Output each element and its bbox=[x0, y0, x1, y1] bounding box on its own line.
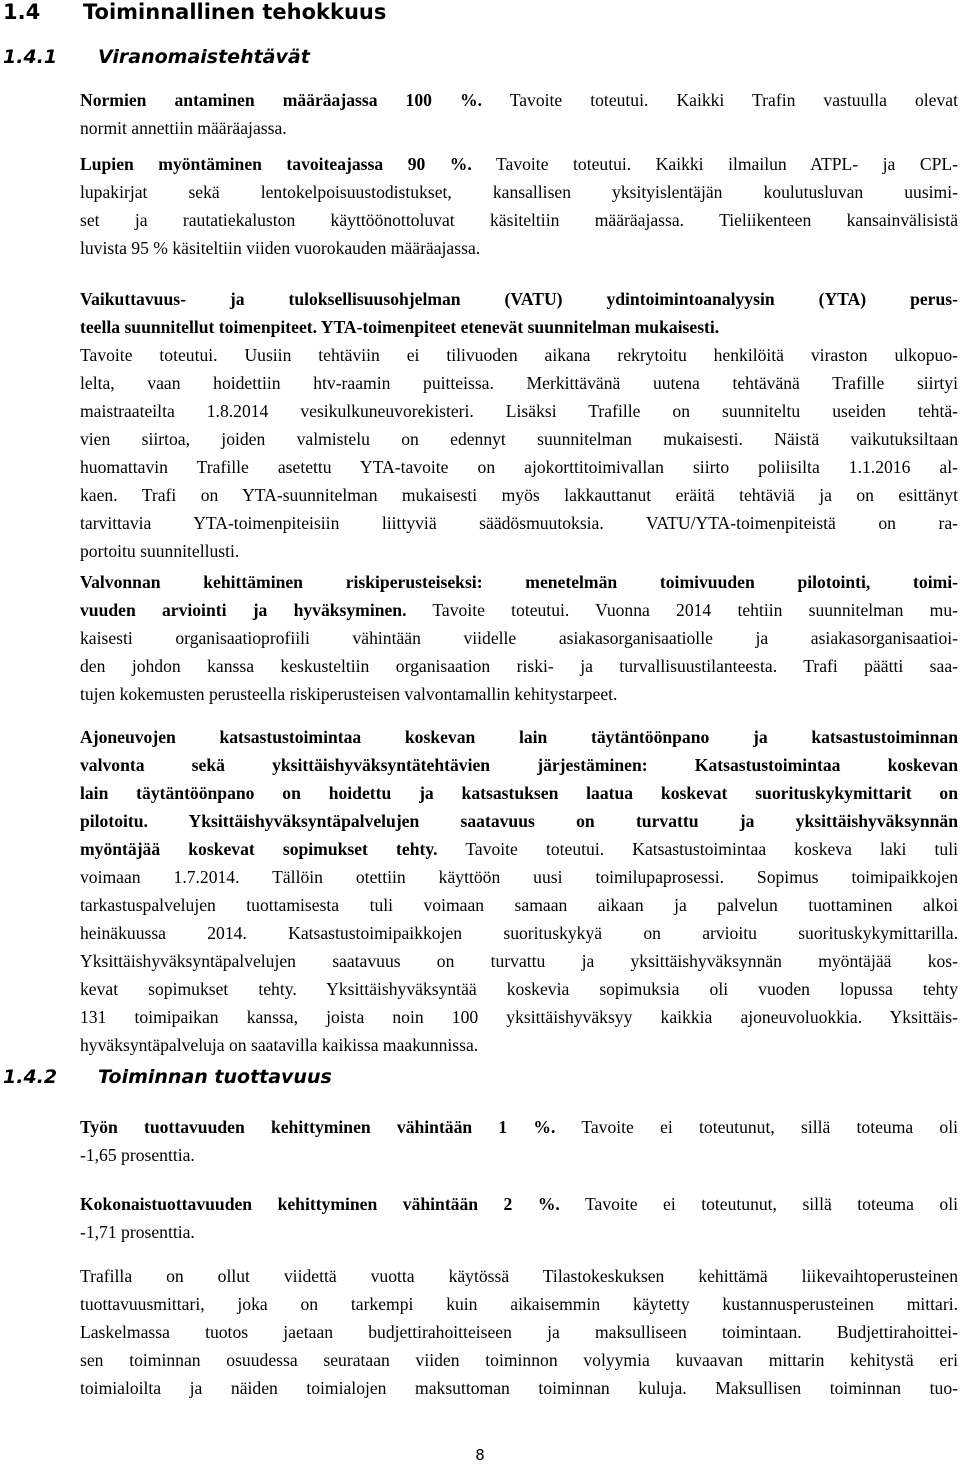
paragraph-norms: Normien antaminen määräajassa 100 %. Tavoite toteutui. Kaikki Trafin vastuulla olevat normit annettiin määräajassa. bbox=[80, 90, 958, 138]
section-heading bbox=[3, 0, 386, 24]
paragraph-productivity-meter: Trafilla on ollut viidettä vuotta käytössä Tilastokeskuksen kehittämä liikevaihtoperusteinen tuottavuusmittari, joka on tarkempi kuin aikaisemmin käytetty kustannusperusteinen mittari. Laskelmassa tuotos jaetaan budjettirahoitteiseen ja maksulliseen toimintaan. Budjettirahoittei- sen toiminnan osuudessa seurataan viiden toiminnon volyymia kuvaavan mittarin kehitystä eri toimialoilta ja näiden toimialojen maksuttoman toiminnan kuluja. Maksullisen toiminnan tuo- bbox=[80, 1266, 958, 1398]
page-number: 8 bbox=[475, 1446, 485, 1464]
subsection-number: 1.4.1 bbox=[3, 46, 58, 68]
bold-lead: Normien antaminen määräajassa 100 %. bbox=[80, 90, 482, 110]
section-title: Toiminnallinen tehokkuus bbox=[83, 0, 387, 24]
paragraph-inspection: Ajoneuvojen katsastustoimintaa koskevan lain täytäntöönpano ja katsastustoiminnan valvonta sekä yksittäishyväksyntätehtävien järjestäminen: Katsastustoimintaa koskevan lain täytäntöönpano on hoidettu ja katsastuksen laatua koskevat suorituskykymittarit on pilotoitu. Yksittäishyväksyntäpalvelujen saatavuus on turvattu ja yksittäishyväksynnän myöntäjää koskevat sopimukset tehty. Tavoite toteutui. Katsastustoimintaa koskeva laki tuli voimaan 1.7.2014. Tällöin otettiin käyttöön uusi toimilupaprosessi. Sopimus toimipaikkojen tarkastuspalvelujen tuottamisesta tuli voimaan samaan aikaan ja palvelun tuottaminen alkoi heinäkuussa 2014. Katsastustoimipaikkojen suorituskykyä on arvioitu suorituskykymittarilla. Yksittäishyväksyntäpalvelujen saatavuus on turvattu ja yksittäishyväksynnän myöntäjää kos- kevat sopimukset tehty. Yksittäishyväksyntää koskevia sopimuksia oli vuoden lopussa tehty 131 toimipaikan kanssa, joista noin 100 yksittäishyväksyy kaikkia ajoneuvoluokkia. Yksittäis- hyväksyntäpalveluja on saatavilla kaikissa maakunnissa. bbox=[80, 727, 958, 1055]
section-number: 1.4 bbox=[3, 0, 41, 24]
paragraph-vatu: Vaikuttavuus- ja tuloksellisuusohjelman (VATU) ydintoimintoanalyysin (YTA) perus- teella suunnitellut toimenpiteet. YTA-toimenpiteet etenevät suunnitelman mukaisesti. Tavoite toteutui. Uusiin tehtäviin ei tilivuoden aikana rekrytoitu henkilöitä viraston ulkopuo- lelta, vaan hoidettiin htv-raamin puitteissa. Merkittävänä uutena tehtävänä Trafille siirtyi maistraateilta 1.8.2014 vesikulkuneuvorekisteri. Lisäksi Trafille on suunniteltu useiden tehtä- vien siirtoa, joiden valmistelu on edennyt suunnitelman mukaisesti. Näistä vaikutuksiltaan huomattavin Trafille asetettu YTA-tavoite on ajokorttitoimivallan siirto poliisilta 1.1.2016 al- kaen. Trafi on YTA-suunnitelman mukaisesti myös lakkauttanut eräitä tehtäviä ja on esittänyt tarvittavia YTA-toimenpiteisiin liittyviä säädösmuutoksia. VATU/YTA-toimenpiteistä on ra- portoitu suunnitellusti. bbox=[80, 289, 958, 561]
paragraph-total-productivity: Kokonaistuottavuuden kehittyminen vähintään 2 %. Tavoite ei toteutunut, sillä toteuma oli -1,71 prosenttia. bbox=[80, 1194, 958, 1242]
paragraph-licences: Lupien myöntäminen tavoiteajassa 90 %. Tavoite toteutui. Kaikki ilmailun ATPL- ja CPL- lupakirjat sekä lentokelpoisuustodistukset, kansallisen yksityislentäjän koulutusluvan uusimi- set ja rautatiekaluston käyttöönottoluvat käsiteltiin määräajassa. Tieliikenteen kansainvälisistä luvista 95 % käsiteltiin viiden vuorokauden määräajassa. bbox=[80, 154, 958, 258]
paragraph-labour-productivity: Työn tuottavuuden kehittyminen vähintään 1 %. Tavoite ei toteutunut, sillä toteuma oli -1,65 prosenttia. bbox=[80, 1117, 959, 1165]
subsection-heading-2 bbox=[3, 1066, 332, 1088]
subsection-heading-1 bbox=[3, 46, 310, 68]
subsection-number: 1.4.2 bbox=[3, 1066, 58, 1088]
subsection-title: Viranomaistehtävät bbox=[98, 46, 310, 68]
paragraph-supervision: Valvonnan kehittäminen riskiperusteiseksi: menetelmän toimivuuden pilotointi, toimi- vuuden arviointi ja hyväksyminen. Tavoite toteutui. Vuonna 2014 tehtiin suunnitelman mu- kaisesti organisaatioprofiili vähintään viidelle asiakasorganisaatiolle ja asiakasorganisaatioi- den johdon kanssa keskusteltiin organisaation riski- ja turvallisuustilanteesta. Trafi päätti saa- tujen kokemusten perusteella riskiperusteisen valvontamallin kehitystarpeet. bbox=[80, 572, 958, 704]
bold-lead: Lupien myöntäminen tavoiteajassa 90 %. bbox=[80, 154, 472, 174]
subsection-title: Toiminnan tuottavuus bbox=[98, 1066, 332, 1088]
